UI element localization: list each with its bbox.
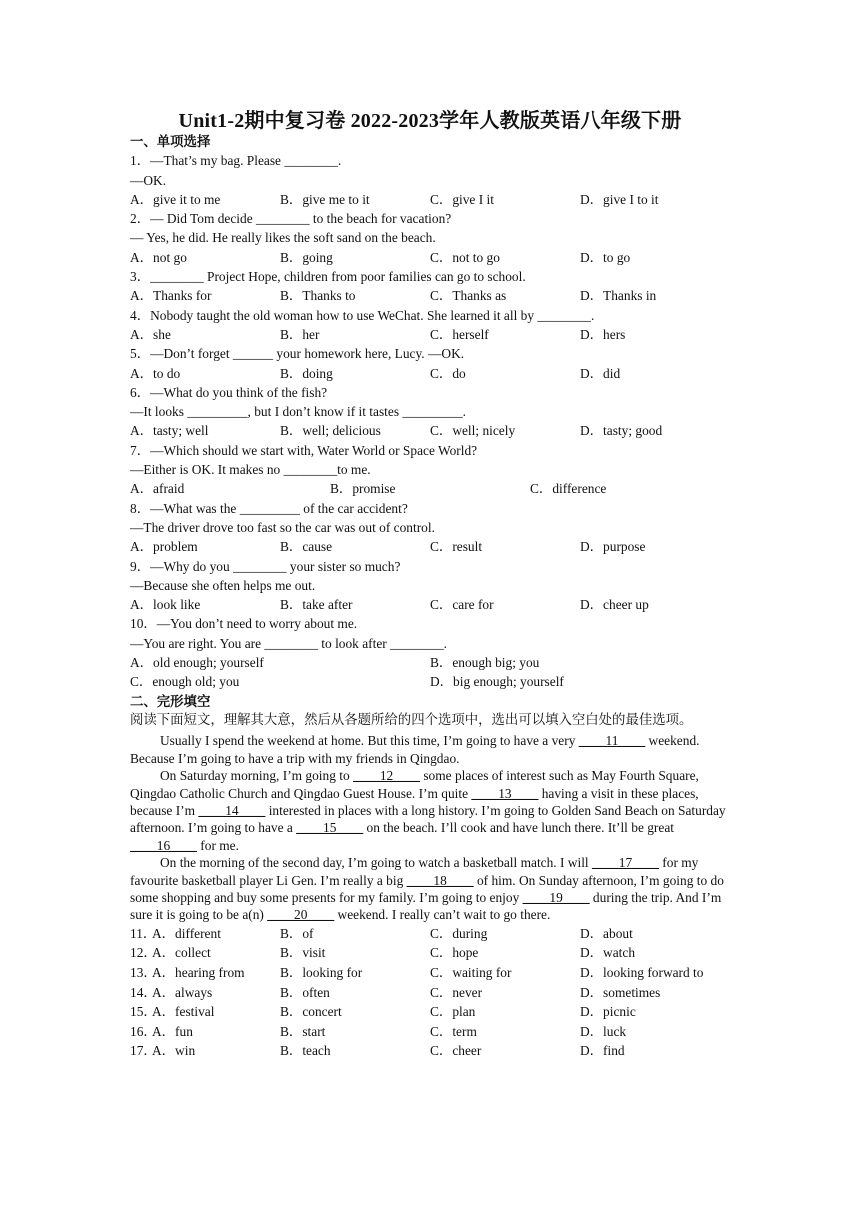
option-c: C．give I it: [430, 191, 494, 207]
option-a: A．not go: [130, 249, 187, 265]
option-b: B．her: [280, 326, 320, 342]
blank-20: ____20____: [267, 907, 335, 923]
options-row: [130, 325, 730, 344]
cloze-choice-row: [130, 1041, 730, 1061]
option-c: C．never: [430, 984, 483, 1000]
option-d: D．hers: [580, 326, 626, 342]
option-d: D．find: [580, 1043, 625, 1059]
option-b: B．teach: [280, 1043, 331, 1059]
blank-14: ____14____: [198, 803, 266, 819]
option-a: A．she: [130, 326, 171, 342]
question-1: [130, 151, 730, 209]
option-a: A．to do: [130, 365, 181, 381]
option-c: C．difference: [530, 481, 607, 497]
option-a: A．always: [152, 984, 213, 1000]
question-2: [130, 209, 730, 267]
question-text: 7．—Which should we start with, Water World or Space World?: [130, 442, 478, 458]
option-b: B．looking for: [280, 965, 363, 981]
blank-17: ____17____: [592, 855, 659, 871]
option-d: D．luck: [580, 1023, 627, 1039]
question-text: 2．— Did Tom decide ________ to the beach for vacation?: [130, 211, 452, 227]
options-row: [130, 479, 730, 498]
cloze-choice-row: [130, 1002, 730, 1022]
option-d: D．sometimes: [580, 984, 661, 1000]
item-number: 13．: [130, 965, 157, 981]
section-heading-single-choice: 一、单项选择: [130, 134, 211, 149]
option-a: A．Thanks for: [130, 288, 212, 304]
question-4: [130, 306, 730, 345]
item-number: 11．: [130, 925, 157, 941]
question-text: —Because she often helps me out.: [130, 577, 316, 593]
option-d: D．looking forward to: [580, 965, 704, 981]
option-d: D．about: [580, 925, 633, 941]
option-b: B．going: [280, 249, 333, 265]
question-3: [130, 267, 730, 306]
option-a: A．collect: [152, 945, 211, 961]
question-text: 1．—That’s my bag. Please ________.: [130, 153, 342, 169]
question-10: [130, 614, 730, 691]
question-text: 10．—You don’t need to worry about me.: [130, 616, 358, 632]
option-b: B．give me to it: [280, 191, 370, 207]
option-b: B．start: [280, 1023, 326, 1039]
question-text: —OK.: [130, 172, 167, 188]
question-text: 4．Nobody taught the old woman how to use WeChat. She learned it all by ________.: [130, 307, 595, 323]
option-c: C．not to go: [430, 249, 500, 265]
question-text: —The driver drove too fast so the car was out of control.: [130, 519, 435, 535]
option-d: D．to go: [580, 249, 631, 265]
item-number: 12．: [130, 945, 157, 961]
question-text: 9．—Why do you ________ your sister so much?: [130, 558, 401, 574]
option-a: A．old enough; yourself: [130, 655, 264, 671]
option-b: B．visit: [280, 945, 326, 961]
cloze-choice-row: [130, 963, 730, 983]
question-text: — Yes, he did. He really likes the soft sand on the beach.: [130, 230, 436, 246]
blank-15: ____15____: [296, 820, 364, 836]
passage-paragraph-1: Usually I spend the weekend at home. But this time, I’m going to have a very ____11____ weekend. Because I’m going to have a trip with my friends in Qingdao.: [130, 733, 700, 766]
blank-19: ____19____: [522, 890, 590, 906]
option-c: C．care for: [430, 597, 494, 613]
option-a: A．hearing from: [152, 965, 245, 981]
question-text: —Either is OK. It makes no ________to me.: [130, 462, 371, 478]
question-text: 3．________ Project Hope, children from poor families can go to school.: [130, 269, 526, 285]
option-a: A．tasty; well: [130, 423, 209, 439]
cloze-choice-row: [130, 983, 730, 1003]
cloze-choice-row: [130, 943, 730, 963]
item-number: 14．: [130, 984, 157, 1000]
cloze-instruction: 阅读下面短文，理解其大意，然后从各题所给的四个选项中，选出可以填入空白处的最佳选项。: [130, 711, 693, 727]
option-a: A．different: [152, 925, 221, 941]
option-a: A．win: [152, 1043, 196, 1059]
option-d: D．watch: [580, 945, 636, 961]
options-row: [130, 286, 730, 305]
blank-18: ____18____: [406, 872, 474, 888]
item-number: 16．: [130, 1023, 157, 1039]
option-c: C．during: [430, 925, 488, 941]
option-c: C．do: [430, 365, 466, 381]
section-heading-cloze: 二、完形填空: [130, 693, 211, 709]
option-c: C．herself: [430, 326, 489, 342]
options-row: [130, 595, 730, 614]
option-b: B．doing: [280, 365, 333, 381]
option-d: D．big enough; yourself: [430, 674, 564, 690]
options-row: [130, 190, 730, 209]
passage-paragraph-2: On Saturday morning, I’m going to ____12____ some places of interest such as May Fourth Square, Qingdao Catholic Church and Qingdao Guest House. I’m quite ____13____ having a visit in these places, because I’m ____14____ interested in places with a long history. I’m going to Golden Sand Beach on Saturday afternoon. I’m going to have a ____15____ on the beach. I’ll cook and have lunch there. It’ll be great ____16____ for me.: [130, 768, 726, 853]
cloze-choices: [130, 924, 730, 1061]
options-row: [130, 653, 730, 672]
option-c: C．hope: [430, 945, 479, 961]
option-b: B．enough big; you: [430, 655, 540, 671]
option-b: B．take after: [280, 597, 353, 613]
blank-13: ____13____: [471, 785, 539, 801]
option-c: C．enough old; you: [130, 674, 240, 690]
question-text: 8．—What was the _________ of the car accident?: [130, 500, 408, 516]
cloze-choice-row: [130, 924, 730, 944]
question-text: 5．—Don’t forget ______ your homework here, Lucy. —OK.: [130, 346, 465, 362]
option-d: D．cheer up: [580, 597, 649, 613]
option-d: D．tasty; good: [580, 423, 663, 439]
question-text: —It looks _________, but I don’t know if it tastes _________.: [130, 404, 466, 420]
question-8: [130, 499, 730, 557]
blank-16: ____16____: [130, 837, 197, 853]
option-b: B．of: [280, 925, 314, 941]
option-d: D．Thanks in: [580, 288, 657, 304]
option-b: B．concert: [280, 1004, 342, 1020]
exam-content: [130, 132, 730, 1061]
option-d: D．picnic: [580, 1004, 636, 1020]
option-c: C．Thanks as: [430, 288, 507, 304]
item-number: 17．: [130, 1043, 157, 1059]
page-title: Unit1-2期中复习卷 2022-2023学年人教版英语八年级下册: [178, 110, 682, 132]
option-c: C．term: [430, 1023, 477, 1039]
options-row: [130, 421, 730, 440]
options-row: [130, 537, 730, 556]
option-a: A．afraid: [130, 481, 185, 497]
options-row: [130, 248, 730, 267]
option-a: A．problem: [130, 539, 198, 555]
option-d: D．purpose: [580, 539, 646, 555]
question-9: [130, 557, 730, 615]
option-c: C．well; nicely: [430, 423, 516, 439]
options-row: [130, 364, 730, 383]
question-5: [130, 344, 730, 383]
option-b: B．well; delicious: [280, 423, 381, 439]
option-d: D．give I to it: [580, 191, 659, 207]
option-a: A．give it to me: [130, 191, 221, 207]
option-c: C．waiting for: [430, 965, 512, 981]
question-6: [130, 383, 730, 441]
option-a: A．festival: [152, 1004, 215, 1020]
option-c: C．result: [430, 539, 483, 555]
question-text: 6．—What do you think of the fish?: [130, 384, 328, 400]
option-d: D．did: [580, 365, 621, 381]
blank-12: ____12____: [353, 768, 420, 784]
option-b: B．promise: [330, 481, 396, 497]
question-7: [130, 441, 730, 499]
options-row: [130, 672, 730, 691]
option-c: C．plan: [430, 1004, 476, 1020]
option-b: B．cause: [280, 539, 333, 555]
item-number: 15．: [130, 1004, 157, 1020]
blank-11: ____11____: [578, 733, 646, 749]
option-a: A．fun: [152, 1023, 193, 1039]
passage-paragraph-3: On the morning of the second day, I’m going to watch a basketball match. I will ____17____ for my favourite basketball player Li Gen. I’m really a big ____18____ of him. On Sunday afternoon, I’m going to do some shopping and buy some presents for my family. I’m going to enjoy ____19____ during the trip. And I’m sure it is going to be a(n) ____20____ weekend. I really can’t wait to go there.: [130, 855, 724, 923]
option-c: C．cheer: [430, 1043, 482, 1059]
option-b: B．Thanks to: [280, 288, 356, 304]
cloze-choice-row: [130, 1022, 730, 1042]
question-text: —You are right. You are ________ to look after ________.: [130, 635, 448, 651]
option-b: B．often: [280, 984, 330, 1000]
option-a: A．look like: [130, 597, 201, 613]
